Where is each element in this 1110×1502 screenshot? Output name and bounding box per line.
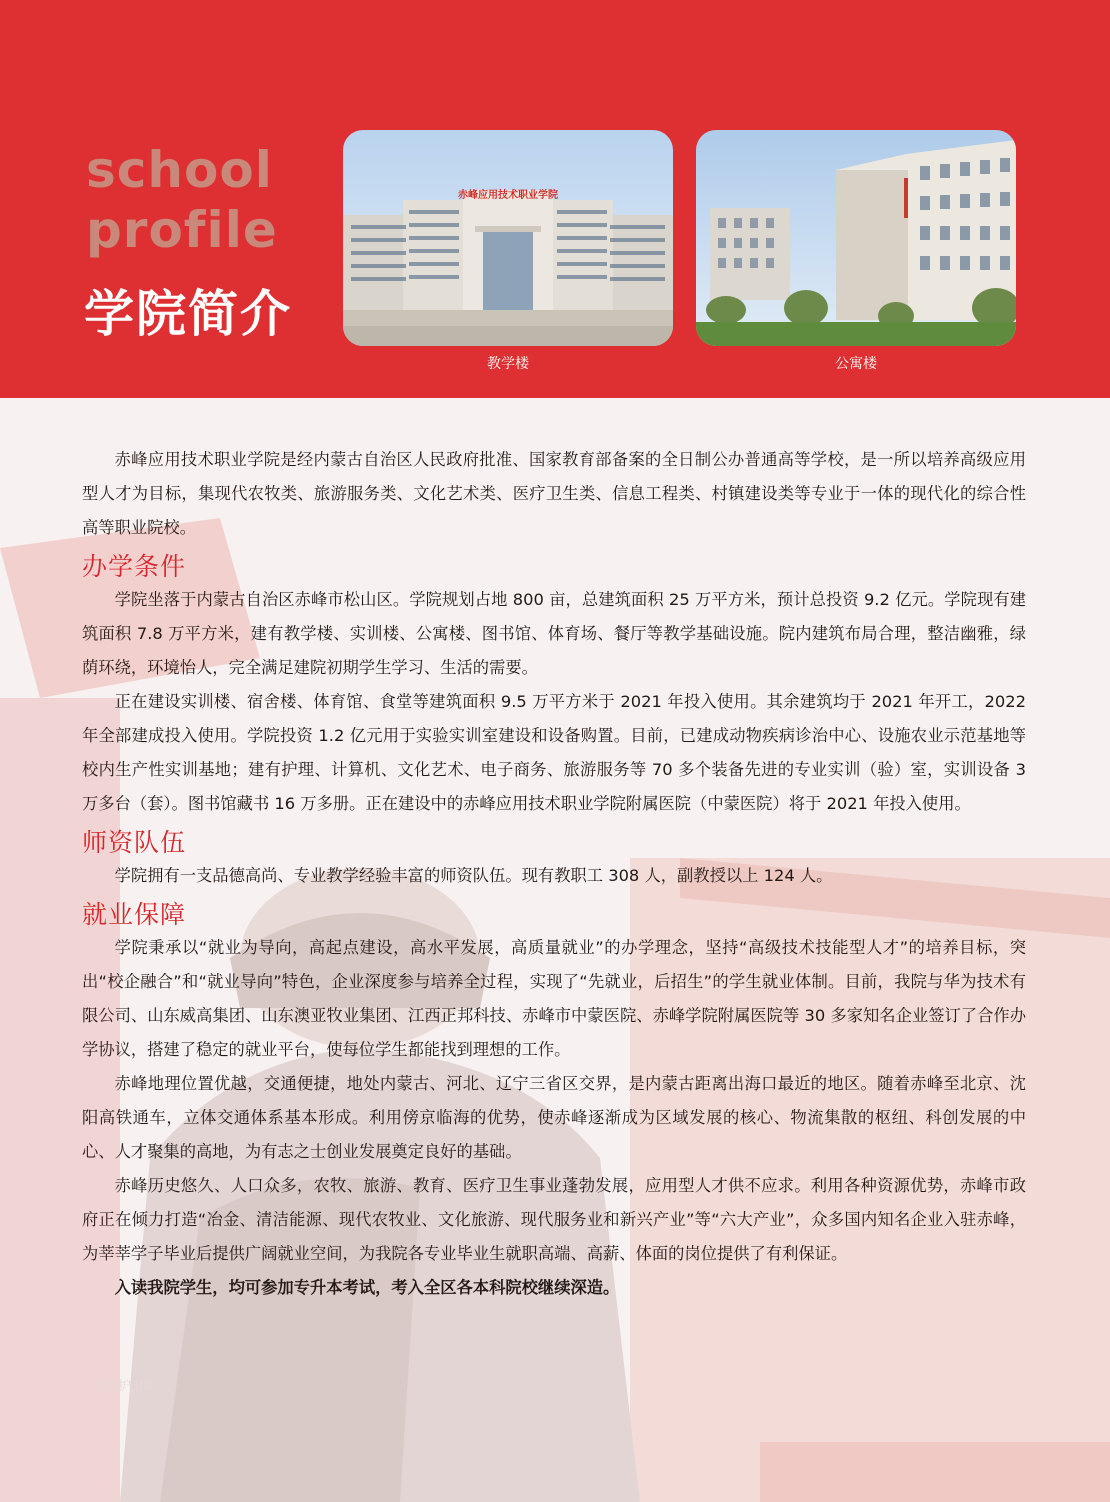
header-banner	[0, 0, 1110, 398]
conditions-paragraph-1: 学院坐落于内蒙古自治区赤峰市松山区。学院规划占地 800 亩，总建筑面积 25 万平方米，预计总投资 9.2 亿元。学院现有建筑面积 7.8 万平方米，建有教学楼、实训楼、公寓楼、图书馆、体育场、餐厅等教学基础设施。院内建筑布局合理，整洁幽雅，绿荫环绕，环境怡人，完全满足建院初期学生学习、生活的需要。	[82, 590, 1026, 677]
building-sign-text: 赤峰应用技术职业学院	[458, 190, 558, 201]
english-title	[86, 140, 278, 260]
section-title-conditions: 办学条件	[82, 552, 187, 581]
profile-content	[82, 443, 1026, 1305]
english-title-line2: profile	[86, 201, 278, 259]
employment-paragraph-3: 赤峰历史悠久、人口众多，农牧、旅游、教育、医疗卫生事业蓬勃发展，应用型人才供不应求。利用各种资源优势，赤峰市政府正在倾力打造“冶金、清洁能源、现代农牧业、文化旅游、现代服务业和新兴产业”等“六大产业”，众多国内知名企业入驻赤峰，为莘莘学子毕业后提供广阔就业空间，为我院各专业毕业生就职高端、高薪、体面的岗位提供了有利保证。	[82, 1176, 1026, 1263]
teaching-building-photo	[343, 130, 673, 346]
employment-paragraph-2: 赤峰地理位置优越，交通便捷，地处内蒙古、河北、辽宁三省区交界，是内蒙古距离出海口最近的地区。随着赤峰至北京、沈阳高铁通车，立体交通体系基本形成。利用傍京临海的优势，使赤峰逐渐成为区域发展的核心、物流集散的枢纽、科创发展的中心、人才聚集的高地，为有志之士创业发展奠定良好的基础。	[82, 1074, 1026, 1161]
faculty-paragraph-1: 学院拥有一支品德高尚、专业教学经验丰富的师资队伍。现有教职工 308 人，副教授以上 124 人。	[114, 866, 833, 885]
chinese-title: 学院简介	[84, 285, 292, 343]
conditions-paragraph-2: 正在建设实训楼、宿舍楼、体育馆、食堂等建筑面积 9.5 万平方米于 2021 年投入使用。其余建筑均于 2021 年开工，2022 年全部建成投入使用。学院投资 1.2 亿元用于实验实训室建设和设备购置。目前，已建成动物疾病诊治中心、设施农业示范基地等校内生产性实训基地；建有护理、计算机、文化艺术、电子商务、旅游服务等 70 多个装备先进的专业实训（验）室，实训设备 3 万多台（套）。图书馆藏书 16 万多册。正在建设中的赤峰应用技术职业学院附属医院（中蒙医院）将于 2021 年投入使用。	[82, 692, 1026, 813]
closing-statement: 入读我院学生，均可参加专升本考试，考入全区各本科院校继续深造。	[114, 1278, 620, 1297]
section-title-faculty: 师资队伍	[82, 828, 187, 857]
section-title-employment: 就业保障	[82, 900, 187, 929]
apartment-building-caption: 公寓楼	[835, 356, 877, 372]
apartment-building-photo	[696, 130, 1016, 346]
intro-paragraph: 赤峰应用技术职业学院是经内蒙古自治区人民政府批准、国家教育部备案的全日制公办普通高等学校，是一所以培养高级应用型人才为目标，集现代农牧类、旅游服务类、文化艺术类、医疗卫生类、信息工程类、村镇建设类等专业于一体的现代化的综合性高等职业院校。	[82, 450, 1026, 537]
english-title-line1: school	[86, 141, 273, 199]
honor-guard-badge-text: 国旗护卫队	[92, 1379, 158, 1394]
employment-paragraph-1: 学院秉承以“就业为导向，高起点建设，高水平发展，高质量就业”的办学理念，坚持“高级技术技能型人才”的培养目标，突出“校企融合”和“就业导向”特色，企业深度参与培养全过程，实现了“先就业，后招生”的学生就业体制。目前，我院与华为技术有限公司、山东威高集团、山东澳亚牧业集团、江西正邦科技、赤峰市中蒙医院、赤峰学院附属医院等 30 多家知名企业签订了合作办学协议，搭建了稳定的就业平台，使每位学生都能找到理想的工作。	[82, 938, 1026, 1059]
teaching-building-caption: 教学楼	[487, 356, 529, 372]
